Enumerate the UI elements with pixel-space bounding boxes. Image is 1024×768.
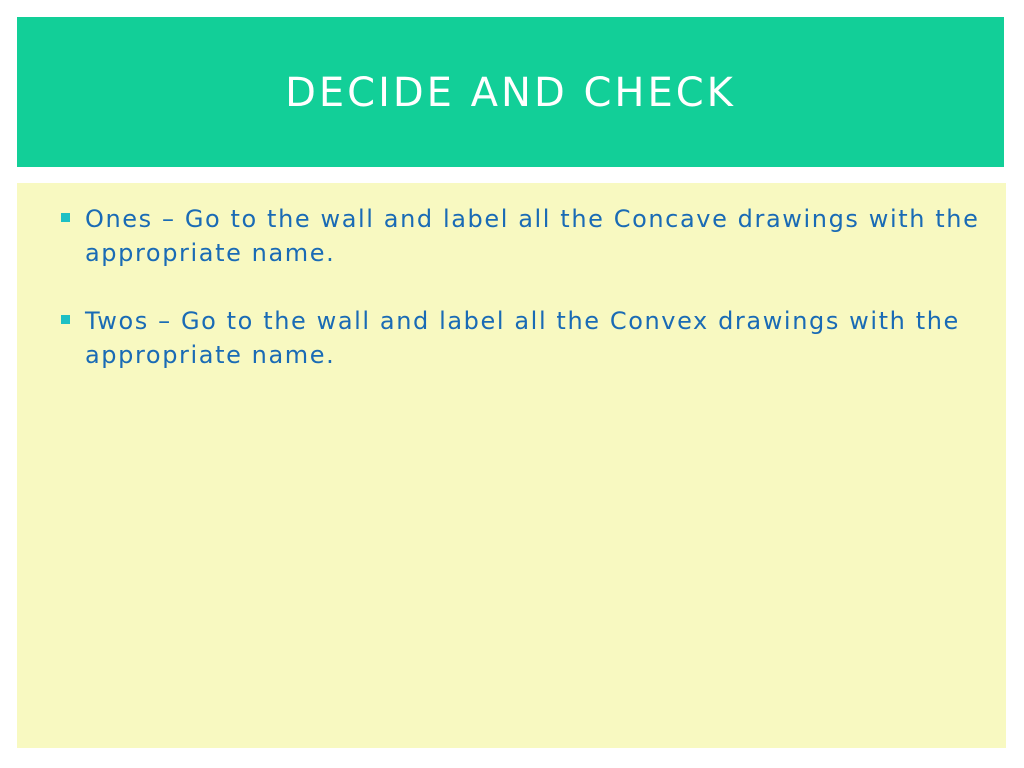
slide-title: DECIDE AND CHECK	[285, 70, 736, 116]
bullet-text-twos: Twos – Go to the wall and label all the Convex drawings with the appropriate name.	[85, 307, 960, 369]
content-panel	[17, 183, 1006, 748]
list-item-twos	[61, 304, 991, 372]
list-item-ones	[61, 202, 991, 270]
square-bullet-icon	[61, 315, 70, 324]
square-bullet-icon	[61, 213, 70, 222]
bullet-text-ones: Ones – Go to the wall and label all the Concave drawings with the appropriate name.	[85, 205, 980, 267]
title-banner	[17, 17, 1004, 167]
bullet-list	[61, 202, 991, 406]
